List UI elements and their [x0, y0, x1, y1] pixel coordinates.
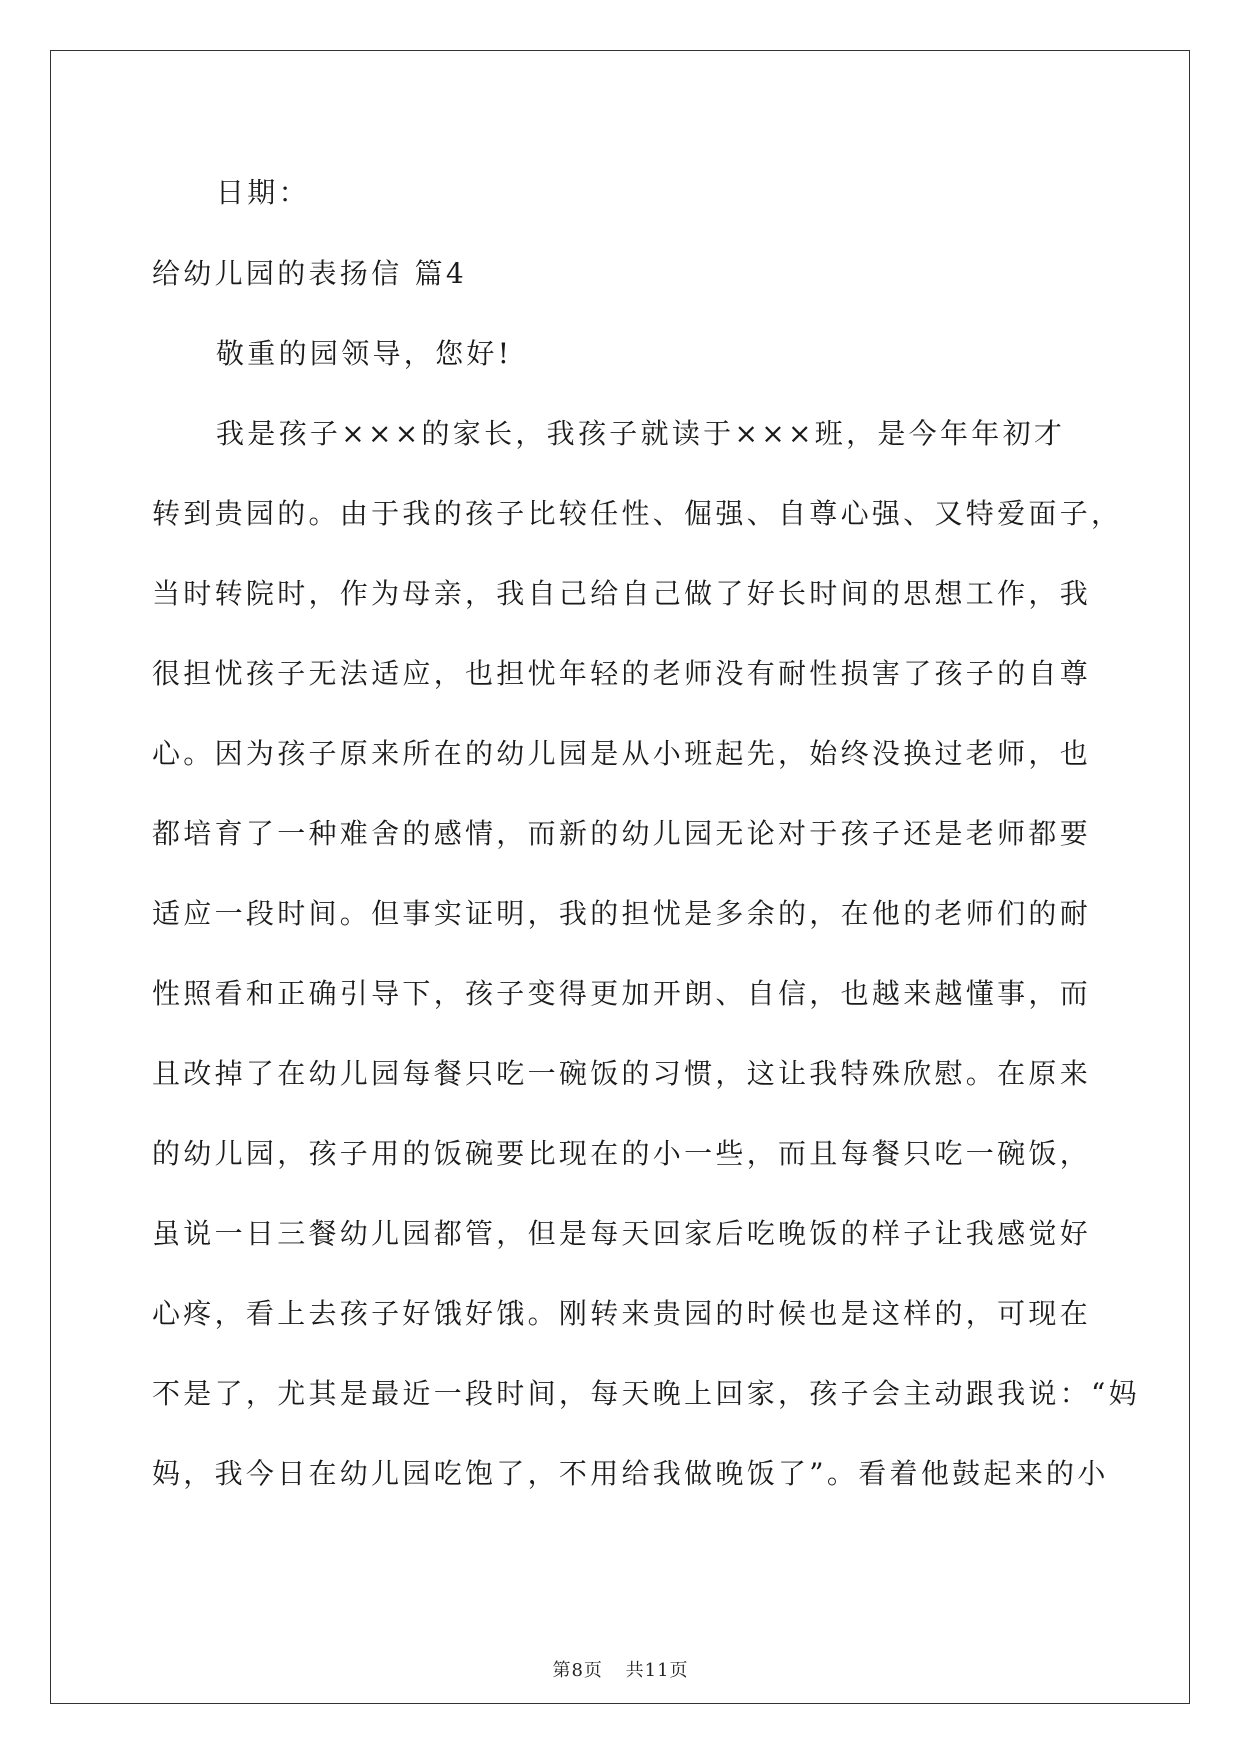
page-total: 共11页 [625, 1660, 689, 1681]
page-number: 第8页 [552, 1660, 603, 1681]
body-line: 都培育了一种难舍的感情，而新的幼儿园无论对于孩子还是老师都要 [152, 817, 1092, 850]
body-line: 适应一段时间。但事实证明，我的担忧是多余的，在他的老师们的耐 [152, 897, 1092, 930]
body-line: 我是孩子×××的家长，我孩子就读于×××班，是今年年初才 [216, 417, 1066, 450]
section-title: 给幼儿园的表扬信 篇4 [152, 257, 468, 290]
body-line: 的幼儿园，孩子用的饭碗要比现在的小一些，而且每餐只吃一碗饭， [152, 1137, 1092, 1170]
body-line: 虽说一日三餐幼儿园都管，但是每天回家后吃晚饭的样子让我感觉好 [152, 1217, 1092, 1250]
body-line: 性照看和正确引导下，孩子变得更加开朗、自信，也越来越懂事，而 [152, 977, 1092, 1010]
body-line: 转到贵园的。由于我的孩子比较任性、倔强、自尊心强、又特爱面子， [152, 497, 1123, 530]
body-line: 不是了，尤其是最近一段时间，每天晚上回家，孩子会主动跟我说：“妈 [152, 1377, 1140, 1410]
body-line: 心。因为孩子原来所在的幼儿园是从小班起先，始终没换过老师，也 [152, 737, 1092, 770]
page-footer [0, 1656, 1241, 1682]
body-line: 心疼，看上去孩子好饿好饿。刚转来贵园的时候也是这样的，可现在 [152, 1297, 1092, 1330]
date-label: 日期： [216, 176, 310, 209]
body-line: 当时转院时，作为母亲，我自己给自己做了好长时间的思想工作，我 [152, 577, 1092, 610]
body-line: 且改掉了在幼儿园每餐只吃一碗饭的习惯，这让我特殊欣慰。在原来 [152, 1057, 1092, 1090]
salutation: 敬重的园领导，您好! [216, 337, 513, 370]
body-line: 很担忧孩子无法适应，也担忧年轻的老师没有耐性损害了孩子的自尊 [152, 657, 1092, 690]
body-line: 妈，我今日在幼儿园吃饱了，不用给我做晚饭了”。看着他鼓起来的小 [152, 1457, 1109, 1490]
